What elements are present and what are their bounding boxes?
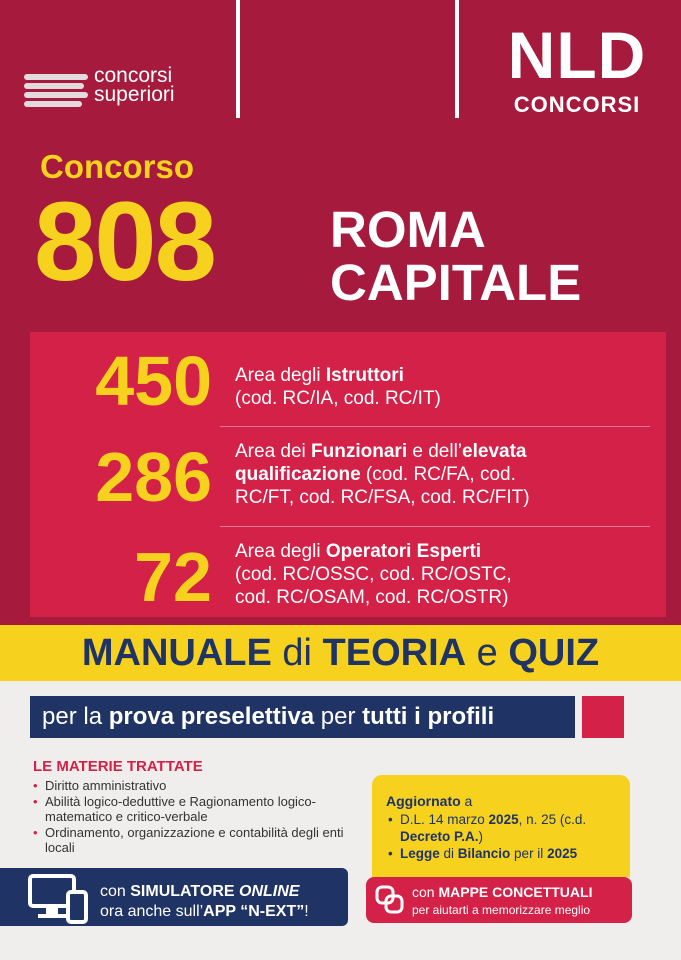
profile-count: 72 <box>134 538 212 616</box>
nld-mark: NLD <box>507 18 647 92</box>
row-divider <box>220 426 650 427</box>
update-box <box>372 775 630 877</box>
list-item: • Abilità logico-deduttive e Ragionamento logico-matematico e critico-verbale <box>33 794 353 825</box>
profile-desc: Area dei Funzionari e dell’elevata qualificazione (cod. RC/FA, cod. RC/FT, cod. RC/FSA, cod. RC/FIT) <box>235 441 530 508</box>
list-item: • Diritto amministrativo <box>33 778 353 794</box>
maps-subtitle: per aiutarti a memorizzare meglio <box>412 903 591 917</box>
list-item: • Legge di Bilancio per il 2025 <box>386 845 630 862</box>
concorsi-superiori-logo <box>24 64 224 116</box>
city-line1: ROMA <box>330 201 486 258</box>
materie-title: LE MATERIE TRATTATE <box>33 758 203 775</box>
concept-map-icon <box>375 885 405 915</box>
profile-count: 286 <box>95 438 212 516</box>
profile-desc: Area degli Istruttori (cod. RC/IA, cod. RC/IT) <box>235 365 441 409</box>
list-item: • D.L. 14 marzo 2025, n. 25 (c.d. Decreto P.A.) <box>386 811 630 845</box>
desktop-mobile-icon <box>28 872 92 924</box>
materie-section <box>33 758 353 856</box>
kicker: Concorso <box>40 148 195 185</box>
top-divider-left <box>236 0 240 118</box>
list-item: • Ordinamento, organizzazione e contabilità degli enti locali <box>33 825 353 856</box>
update-list <box>386 811 630 862</box>
prova-accent <box>582 696 624 738</box>
top-divider-right <box>455 0 459 118</box>
materie-list <box>33 778 353 856</box>
maps-title: con MAPPE CONCETTUALI <box>412 884 593 900</box>
profile-count: 450 <box>95 342 212 420</box>
row-divider <box>220 526 650 527</box>
simulator-box <box>0 868 348 926</box>
prova-band: per la prova preselettiva per tutti i profili <box>30 696 575 738</box>
logo-line1: concorsi <box>94 64 173 87</box>
title-band: MANUALE di TEORIA e QUIZ <box>0 625 681 681</box>
city-line2: CAPITALE <box>330 254 582 311</box>
profile-desc: Area degli Operatori Esperti (cod. RC/OSSC, cod. RC/OSTC, cod. RC/OSAM, cod. RC/OSTR) <box>235 541 512 608</box>
city-title <box>330 203 581 309</box>
maps-box <box>366 877 632 923</box>
nld-logo <box>497 18 657 118</box>
profiles-panel <box>30 332 666 617</box>
update-title: Aggiornato a <box>386 793 473 809</box>
nld-sub: CONCORSI <box>513 92 641 117</box>
simulator-text: con SIMULATORE ONLINE ora anche sull’APP “N-EXT”! <box>100 883 309 920</box>
big-number: 808 <box>34 179 215 304</box>
logo-line2: superiori <box>94 83 175 106</box>
